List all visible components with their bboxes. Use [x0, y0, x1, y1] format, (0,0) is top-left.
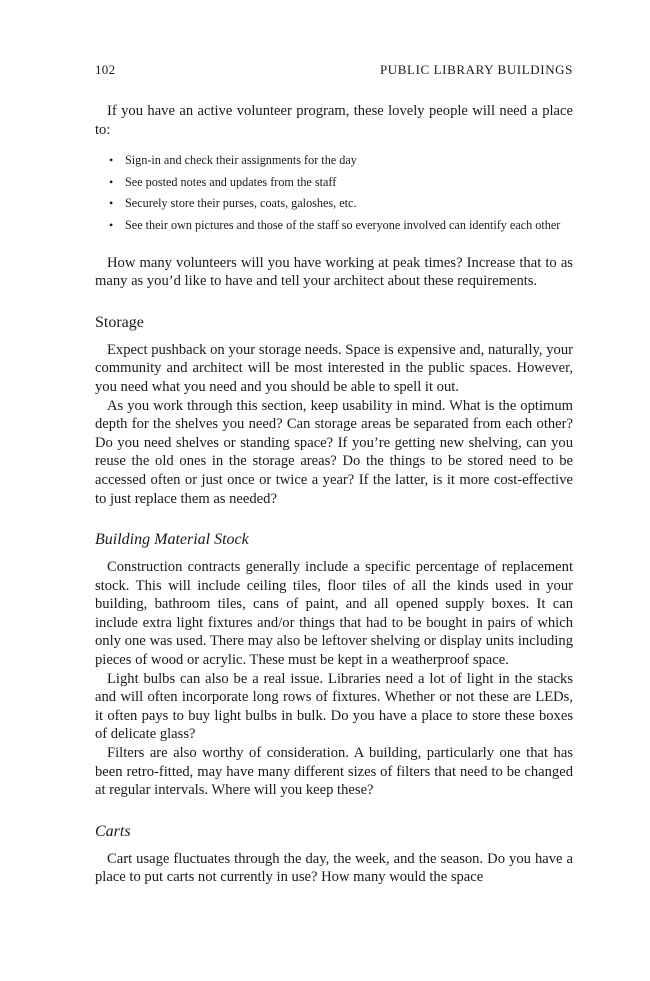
storage-paragraph-2: As you work through this section, keep usability in mind. What is the optimum depth for the shelves you need? Can storage areas be separated from each other? Do you need shelves or standing space? If you’re getting new shelving, can you reuse the old ones in the storage areas? Do the things to be stored need to be accessed often or just once or twice a year? If the latter, is it more cost-effective to just replace them as needed? — [95, 397, 573, 507]
running-head — [95, 62, 573, 78]
building-material-paragraph-2: Light bulbs can also be a real issue. Libraries need a lot of light in the stacks and will often incorporate long rows of fixtures. Whether or not these are LEDs, it often pays to buy light bulbs in bulk. Do you have a place to store these boxes of delicate glass? — [95, 670, 573, 743]
bullet-icon: • — [109, 174, 114, 189]
section-heading-storage: Storage — [95, 313, 144, 331]
list-item — [109, 196, 573, 212]
storage-paragraph-1: Expect pushback on your storage needs. Space is expensive and, naturally, your community and architect will be most interested in the public spaces. However, you need what you need and you should be able to spell it out. — [95, 341, 573, 395]
list-item-text: See posted notes and updates from the staff — [125, 174, 337, 189]
list-item — [109, 153, 573, 169]
subsection-heading-building-material-stock: Building Material Stock — [95, 531, 249, 549]
bullet-icon: • — [109, 196, 114, 211]
list-item — [109, 218, 573, 234]
intro-paragraph: If you have an active volunteer program, these lovely people will need a place to: — [95, 103, 573, 138]
list-item — [109, 175, 573, 191]
subsection-heading-carts: Carts — [95, 822, 131, 840]
list-item-text: See their own pictures and those of the staff so everyone involved can identify each other — [125, 217, 561, 232]
bullet-icon: • — [109, 217, 114, 232]
building-material-paragraph-1: Construction contracts generally include a specific percentage of replacement stock. This will include ceiling tiles, floor tiles of all the kinds used in your building, bathroom tiles, cans of paint, and all opened supply boxes. It can include extra light fixtures and/or things that had to be bought in pairs of which only one was used. There may also be leftover shelving or display units including pieces of wood or acrylic. These must be kept in a weatherproof space. — [95, 559, 573, 669]
bullet-icon: • — [109, 153, 114, 168]
list-item-text: Securely store their purses, coats, galoshes, etc. — [125, 196, 357, 211]
book-page — [95, 62, 573, 887]
building-material-paragraph-3: Filters are also worthy of consideration. A building, particularly one that has been retro-fitted, may have many different sizes of filters that need to be changed at regular intervals. Where will you keep these? — [95, 745, 573, 799]
running-title: PUBLIC LIBRARY BUILDINGS — [379, 62, 573, 77]
page-number: 102 — [95, 62, 116, 77]
carts-paragraph: Cart usage fluctuates through the day, the week, and the season. Do you have a place to put carts not currently in use? How many would the space — [95, 850, 573, 886]
volunteers-paragraph: How many volunteers will you have working at peak times? Increase that to as many as you’d like to have and tell your architect about these requirements. — [95, 254, 573, 290]
volunteer-needs-list — [95, 153, 573, 233]
list-item-text: Sign-in and check their assignments for the day — [125, 153, 357, 168]
